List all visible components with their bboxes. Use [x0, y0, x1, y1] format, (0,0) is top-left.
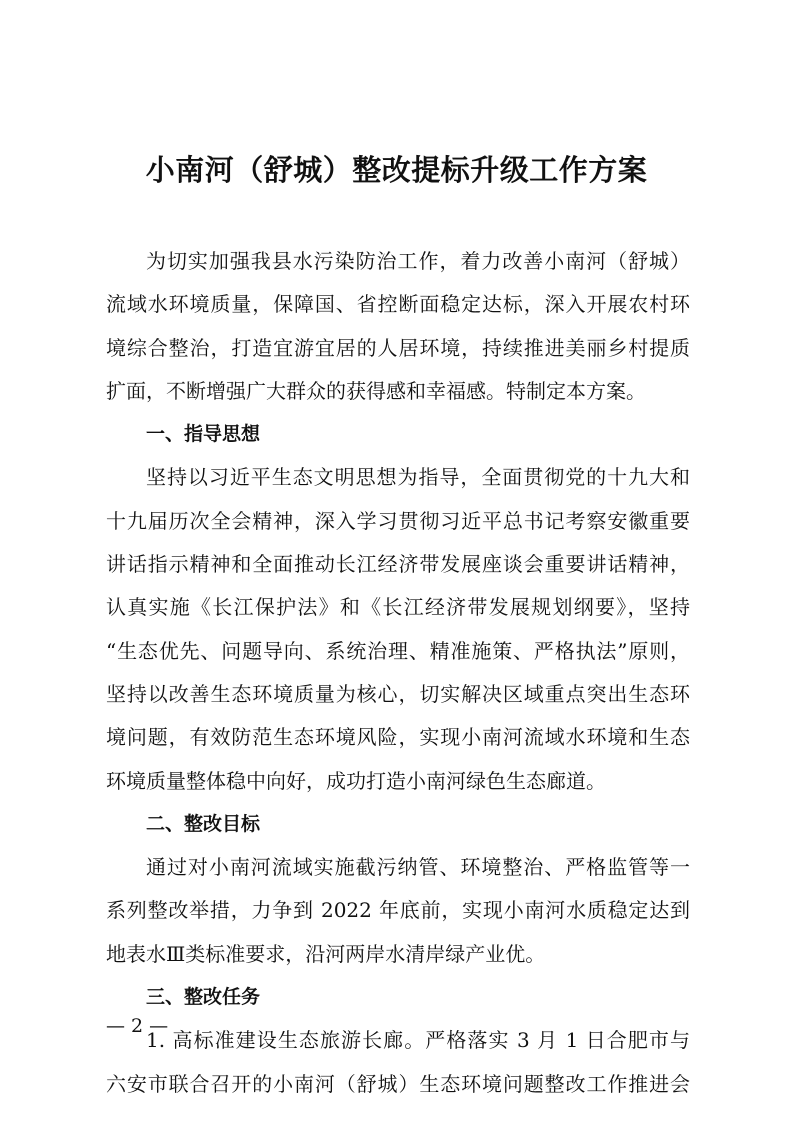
document-title: 小南河（舒城）整改提标升级工作方案	[145, 153, 648, 187]
guiding-ideology-paragraph	[106, 456, 690, 802]
section-heading-guiding-ideology: 一、指导思想	[146, 423, 261, 446]
paragraph-line: 系列整改举措，力争到 2022 年底前，实现小南河水质稳定达到	[106, 898, 690, 923]
page-number: — 2 —	[106, 1015, 169, 1037]
paragraph-line: 境问题，有效防范生态环境风险，实现小南河流域水环境和生态	[106, 725, 690, 750]
paragraph-line: 讲话指示精神和全面推动长江经济带发展座谈会重要讲话精神，	[106, 552, 690, 577]
section-heading-rectification-goals: 二、整改目标	[146, 812, 261, 835]
paragraph-line: “生态优先、问题导向、系统治理、精准施策、严格执法”原则，	[106, 638, 690, 663]
document-body	[106, 240, 690, 1106]
paragraph-line: 扩面，不断增强广大群众的获得感和幸福感。特制定本方案。	[106, 378, 646, 403]
paragraph-line: 1. 高标准建设生态旅游长廊。严格落实 3 月 1 日合肥市与	[146, 1028, 690, 1053]
paragraph-line: 十九届历次全会精神，深入学习贯彻习近平总书记考察安徽重要	[106, 508, 690, 533]
intro-paragraph	[106, 240, 690, 413]
rectification-goals-paragraph	[106, 846, 690, 976]
paragraph-line: 为切实加强我县水污染防治工作，着力改善小南河（舒城）	[146, 249, 690, 273]
paragraph-line: 环境质量整体稳中向好，成功打造小南河绿色生态廊道。	[106, 768, 606, 793]
paragraph-line: 流域水环境质量，保障国、省控断面稳定达标，深入开展农村环	[106, 292, 690, 317]
paragraph-line: 通过对小南河流域实施截污纳管、环境整治、严格监管等一	[146, 855, 690, 880]
rectification-tasks-paragraph	[106, 1019, 690, 1106]
paragraph-line: 坚持以习近平生态文明思想为指导，全面贯彻党的十九大和	[146, 465, 690, 490]
paragraph-line: 认真实施《长江保护法》和《长江经济带发展规划纲要》，坚持	[106, 595, 690, 620]
paragraph-line: 地表水Ⅲ类标准要求，沿河两岸水清岸绿产业优。	[106, 941, 546, 966]
paragraph-line: 坚持以改善生态环境质量为核心，切实解决区域重点突出生态环	[106, 681, 690, 706]
section-heading-rectification-tasks: 三、整改任务	[146, 986, 261, 1009]
paragraph-line: 境综合整治，打造宜游宜居的人居环境，持续推进美丽乡村提质	[106, 335, 690, 360]
paragraph-line: 六安市联合召开的小南河（舒城）生态环境问题整改工作推进会	[106, 1071, 690, 1096]
